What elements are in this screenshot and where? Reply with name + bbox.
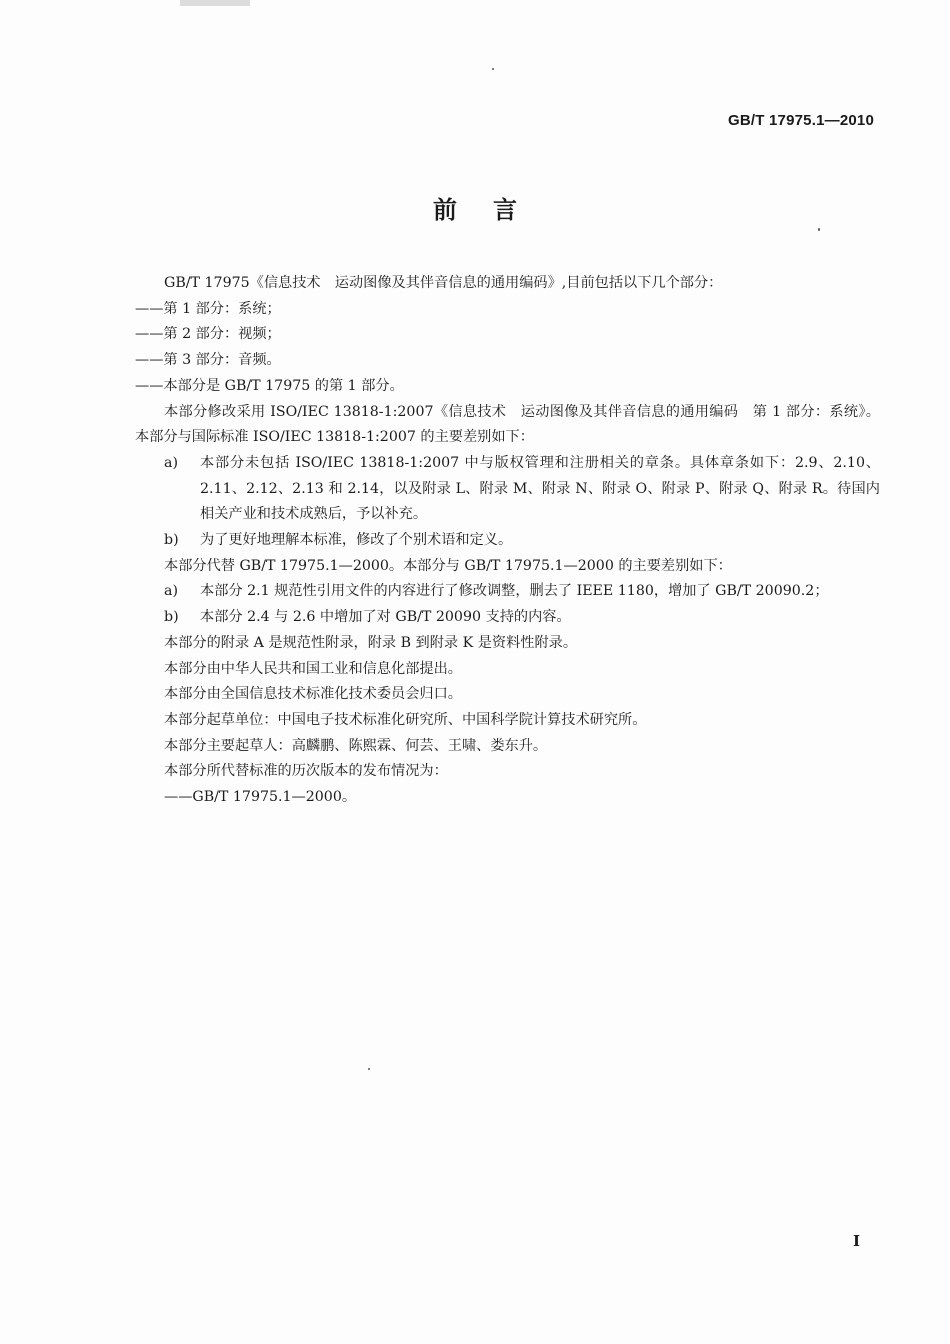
page-number: I [852,1232,860,1250]
title-char-1: 前 [433,196,457,224]
replacement-paragraph: 本部分代替 GB/T 17975.1—2000。本部分与 GB/T 17975.1—2000 的主要差别如下： [164,557,732,574]
item-label: b) [164,532,179,549]
scan-speck [492,68,494,70]
page-title [0,190,950,225]
history-paragraph: 本部分所代替标准的历次版本的发布情况为： [164,763,448,780]
annex-paragraph: 本部分的附录 A 是规范性附录，附录 B 到附录 K 是资料性附录。 [164,634,578,651]
standard-code: GB/T 17975.1—2010 [728,112,874,129]
item-text: 本部分未包括 ISO/IEC 13818-1:2007 中与版权管理和注册相关的章条。具体章条如下：2.9、2.10、2.11、2.12、2.13 和 2.14，以及附录 L、附录 M、附录 N、附录 O、附录 P、附录 Q、附录 R。待国内相关产业和技术成熟后，予以补充。 [200,454,880,523]
change-item-b [135,605,880,631]
scan-mark [180,0,250,6]
scan-speck [368,1068,370,1070]
difference-item-a [135,451,880,528]
foreword-body [135,271,880,811]
adoption-paragraph: 本部分修改采用 ISO/IEC 13818-1:2007《信息技术 运动图像及其伴音信息的通用编码 第 1 部分：系统》。本部分与国际标准 ISO/IEC 13818-1:2007 的主要差别如下： [135,403,880,446]
difference-item-b [135,528,880,554]
item-text: 为了更好地理解本标准，修改了个别术语和定义。 [200,532,513,549]
change-item-a [135,579,880,605]
history-item: ——GB/T 17975.1—2000。 [164,789,357,806]
intro-paragraph: GB/T 17975《信息技术 运动图像及其伴音信息的通用编码》,目前包括以下几个部分： [164,275,723,291]
proposed-paragraph: 本部分由中华人民共和国工业和信息化部提出。 [164,660,462,677]
part-list-item: ——第 1 部分：系统； [135,300,281,317]
centralized-paragraph: 本部分由全国信息技术标准化技术委员会归口。 [164,686,462,703]
item-label: a) [164,454,178,471]
part-list-item: ——第 3 部分：音频。 [135,352,281,369]
this-part-note: ——本部分是 GB/T 17975 的第 1 部分。 [135,377,404,394]
drafting-units-paragraph: 本部分起草单位：中国电子技术标准化研究所、中国科学院计算技术研究所。 [164,711,647,728]
title-char-2: 言 [493,196,517,224]
item-text: 本部分 2.1 规范性引用文件的内容进行了修改调整，删去了 IEEE 1180，增加了 GB/T 20090.2； [200,583,829,600]
item-text: 本部分 2.4 与 2.6 中增加了对 GB/T 20090 支持的内容。 [200,609,571,626]
item-label: b) [164,609,179,626]
scan-speck [818,228,820,231]
item-label: a) [164,583,178,600]
drafters-paragraph: 本部分主要起草人：高麟鹏、陈熙霖、何芸、王啸、娄东升。 [164,737,548,754]
part-list-item: ——第 2 部分：视频； [135,326,281,343]
